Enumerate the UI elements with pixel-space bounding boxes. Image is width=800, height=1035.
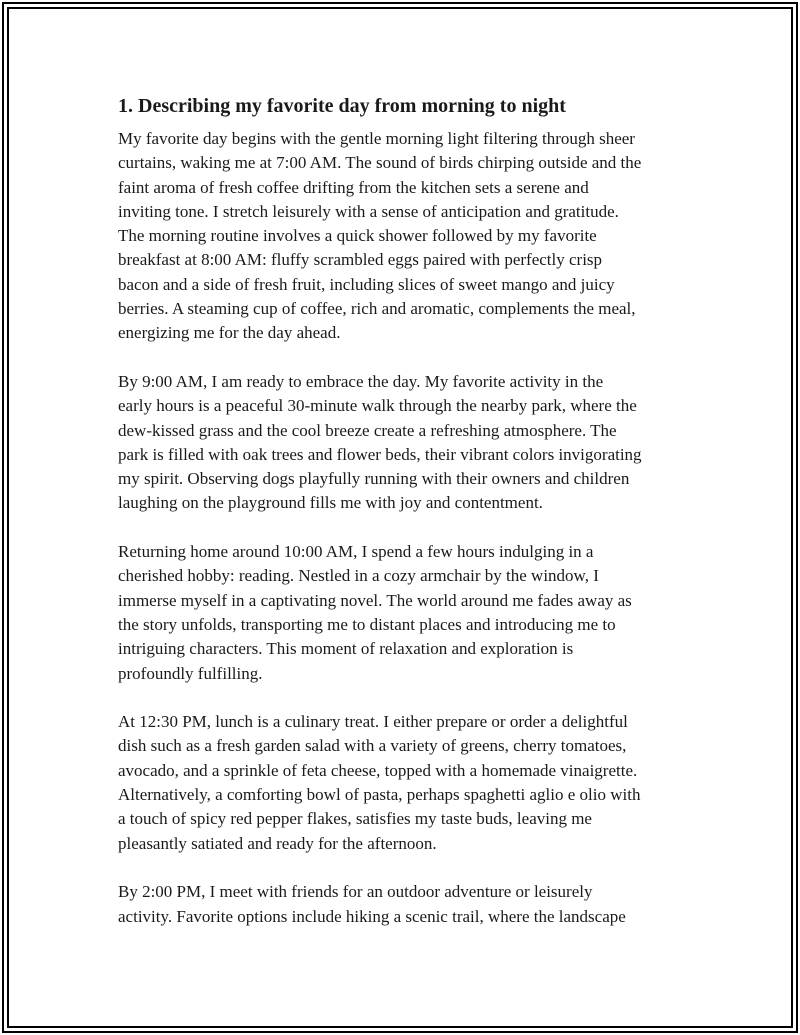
text-line: cherished hobby: reading. Nestled in a cozy armchair by the window, I bbox=[118, 566, 599, 586]
text-line: bacon and a side of fresh fruit, including slices of sweet mango and juicy bbox=[118, 274, 615, 294]
text-line: activity. Favorite options include hiking a scenic trail, where the landscape bbox=[118, 906, 626, 926]
text-line: By 2:00 PM, I meet with friends for an outdoor adventure or leisurely bbox=[118, 882, 593, 902]
text-line: berries. A steaming cup of coffee, rich and aromatic, complements the meal, bbox=[118, 299, 636, 319]
text-line: laughing on the playground fills me with joy and contentment. bbox=[118, 493, 543, 513]
text-line: Alternatively, a comforting bowl of pasta, perhaps spaghetti aglio e olio with bbox=[118, 785, 641, 805]
paragraph-morning bbox=[118, 127, 688, 346]
text-line: Returning home around 10:00 AM, I spend a few hours indulging in a bbox=[118, 542, 594, 562]
text-line: The morning routine involves a quick shower followed by my favorite bbox=[118, 226, 597, 246]
paragraph-afternoon bbox=[118, 880, 688, 929]
paragraph-lunch bbox=[118, 710, 688, 856]
paragraph-reading bbox=[118, 540, 688, 686]
text-line: By 9:00 AM, I am ready to embrace the day. My favorite activity in the bbox=[118, 371, 604, 391]
text-line: a touch of spicy red pepper flakes, satisfies my taste buds, leaving me bbox=[118, 809, 592, 829]
text-line: faint aroma of fresh coffee drifting from the kitchen sets a serene and bbox=[118, 177, 589, 197]
text-line: avocado, and a sprinkle of feta cheese, topped with a homemade vinaigrette. bbox=[118, 760, 638, 780]
document-page bbox=[118, 92, 688, 953]
text-line: profoundly fulfilling. bbox=[118, 663, 263, 683]
text-line: breakfast at 8:00 AM: fluffy scrambled eggs paired with perfectly crisp bbox=[118, 250, 603, 270]
text-line: dew-kissed grass and the cool breeze create a refreshing atmosphere. The bbox=[118, 420, 617, 440]
text-line: immerse myself in a captivating novel. The world around me fades away as bbox=[118, 590, 632, 610]
text-line: inviting tone. I stretch leisurely with a sense of anticipation and gratitude. bbox=[118, 201, 619, 221]
paragraph-walk bbox=[118, 370, 688, 516]
text-line: intriguing characters. This moment of relaxation and exploration is bbox=[118, 639, 574, 659]
text-line: the story unfolds, transporting me to distant places and introducing me to bbox=[118, 614, 616, 634]
text-line: curtains, waking me at 7:00 AM. The sound of birds chirping outside and the bbox=[118, 153, 642, 173]
text-line: My favorite day begins with the gentle morning light filtering through sheer bbox=[118, 129, 635, 148]
text-line: At 12:30 PM, lunch is a culinary treat. I either prepare or order a delightful bbox=[118, 712, 628, 732]
text-line: early hours is a peaceful 30-minute walk through the nearby park, where the bbox=[118, 396, 637, 416]
section-heading: 1. Describing my favorite day from morning to night bbox=[118, 95, 566, 117]
text-line: dish such as a fresh garden salad with a variety of greens, cherry tomatoes, bbox=[118, 736, 627, 756]
text-line: energizing me for the day ahead. bbox=[118, 323, 341, 343]
text-line: pleasantly satiated and ready for the afternoon. bbox=[118, 833, 437, 853]
text-line: my spirit. Observing dogs playfully running with their owners and children bbox=[118, 469, 630, 489]
text-line: park is filled with oak trees and flower beds, their vibrant colors invigorating bbox=[118, 444, 642, 464]
